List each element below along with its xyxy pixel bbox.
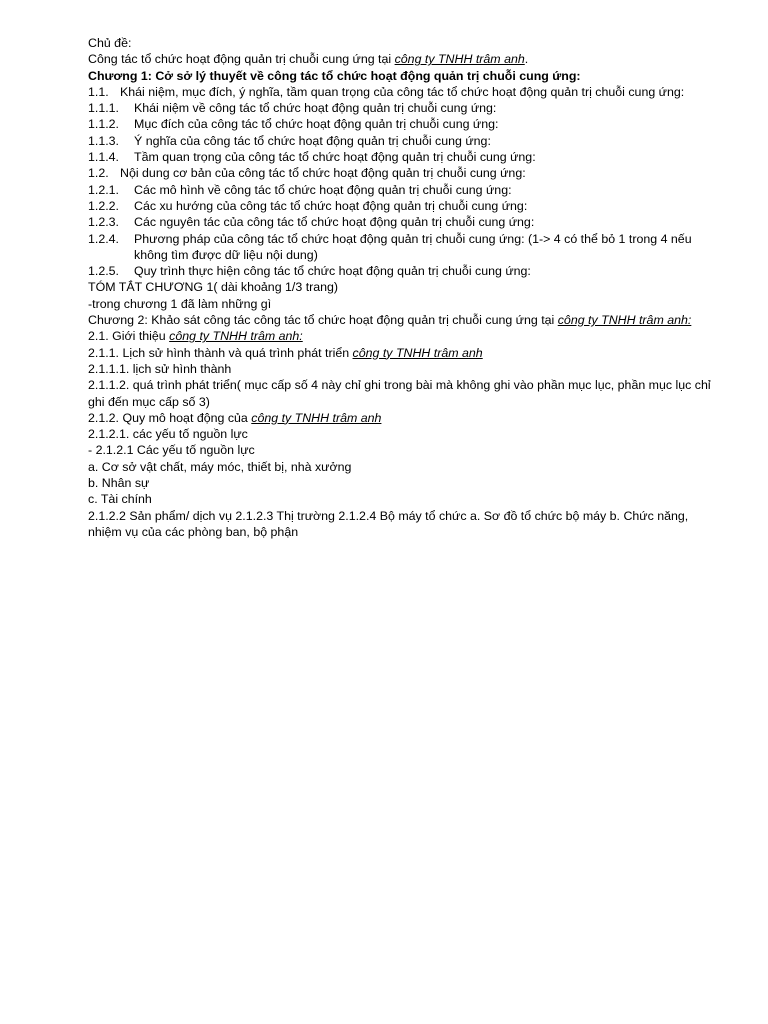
- section-2-1-2-1-dash: - 2.1.2.1 Các yếu tố nguồn lực: [88, 443, 255, 458]
- section-2-1: [88, 328, 716, 344]
- topic-label: Chủ đề:: [88, 36, 132, 50]
- section-number: 1.1.: [88, 84, 109, 99]
- section-text: Các nguyên tác của công tác tổ chức hoạt động quản trị chuỗi cung ứng:: [134, 215, 535, 230]
- section-number: 1.1.4.: [88, 150, 120, 165]
- section-text: Khái niệm về công tác tổ chức hoạt động quản trị chuỗi cung ứng:: [134, 101, 497, 116]
- section-2-1-2: [88, 410, 716, 426]
- section-text: Khái niệm, mục đích, ý nghĩa, tầm quan trọng của công tác tổ chức hoạt động quản trị chuỗi cung ứng:: [120, 84, 685, 99]
- section-1-1-1: [88, 100, 716, 116]
- section-text: 2.1.2. Quy mô hoạt động của: [88, 410, 252, 425]
- section-number: 1.2.5.: [88, 264, 120, 279]
- topic-text: Công tác tổ chức hoạt động quản trị chuỗi cung ứng tại: [88, 52, 395, 67]
- section-text: Mục đích của công tác tổ chức hoạt động quản trị chuỗi cung ứng:: [134, 117, 499, 132]
- section-number: 1.2.1.: [88, 182, 120, 197]
- section-number: 1.2.: [88, 166, 109, 181]
- section-1-2-4: [88, 231, 716, 264]
- summary-chapter1: TÓM TẮT CHƯƠNG 1( dài khoảng 1/3 trang): [88, 280, 339, 295]
- section-2-1-1-2: 2.1.1.2. quá trình phát triển( mục cấp số 4 này chỉ ghi trong bài mà không ghi vào phần mục lục, phần mục lục chỉ ghi đến mục cấp số 3): [88, 378, 711, 409]
- section-text: 2.1. Giới thiệu: [88, 329, 170, 344]
- item-b: b. Nhân sự: [88, 476, 150, 491]
- chapter1-title: Chương 1: Cở sở lý thuyết về công tác tổ chức hoạt động quản trị chuỗi cung ứng:: [88, 68, 581, 83]
- section-number: 1.1.2.: [88, 117, 120, 132]
- company-name: công ty TNHH trâm anh: [394, 52, 525, 67]
- company-name: công ty TNHH trâm anh: [251, 410, 382, 425]
- section-number: 1.2.3.: [88, 215, 120, 230]
- section-1-1-2: [88, 116, 716, 132]
- section-2-1-1: [88, 345, 716, 361]
- section-number: 1.1.1.: [88, 101, 120, 116]
- topic-end: .: [524, 52, 529, 67]
- company-name: công ty TNHH trâm anh:: [169, 329, 303, 344]
- section-text: Tầm quan trọng của công tác tổ chức hoạt động quản trị chuỗi cung ứng:: [134, 150, 536, 165]
- section-1-2-1: [88, 182, 716, 198]
- topic-line: [88, 51, 716, 67]
- section-2-1-2-1: 2.1.2.1. các yếu tố nguồn lực: [88, 427, 248, 442]
- summary-chapter1-note: -trong chương 1 đã làm những gì: [88, 296, 272, 311]
- section-2-1-1-1: 2.1.1.1. lịch sử hình thành: [88, 361, 232, 376]
- section-1-2-3: [88, 214, 716, 230]
- section-number: 1.2.4.: [88, 231, 120, 246]
- section-1-2: [88, 165, 716, 181]
- section-1-1-4: [88, 149, 716, 165]
- section-number: 1.1.3.: [88, 133, 120, 148]
- chapter2-title: [88, 312, 716, 328]
- item-a: a. Cơ sở vật chất, máy móc, thiết bị, nhà xưởng: [88, 459, 352, 474]
- company-name: công ty TNHH trâm anh: [352, 345, 483, 360]
- company-name: công ty TNHH trâm anh:: [557, 313, 692, 328]
- section-1-2-2: [88, 198, 716, 214]
- section-text: Ý nghĩa của công tác tổ chức hoạt động quản trị chuỗi cung ứng:: [134, 133, 491, 148]
- last-paragraph: 2.1.2.2 Sản phẩm/ dịch vụ 2.1.2.3 Thị trường 2.1.2.4 Bộ máy tổ chức a. Sơ đồ tổ chức bộ máy b. Chức năng, nhiệm vụ của các phòng ban, bộ phận: [88, 508, 689, 539]
- section-1-1: [88, 84, 716, 100]
- section-text: Nội dung cơ bản của công tác tổ chức hoạt động quản trị chuỗi cung ứng:: [120, 166, 526, 181]
- section-text: Quy trình thực hiện công tác tổ chức hoạt động quản trị chuỗi cung ứng:: [134, 264, 531, 279]
- section-text: Các mô hình về công tác tổ chức hoạt động quản trị chuỗi cung ứng:: [134, 182, 512, 197]
- section-number: 1.2.2.: [88, 198, 120, 213]
- chapter2-text: Chương 2: Khảo sát công tác công tác tổ chức hoạt động quản trị chuỗi cung ứng tại: [88, 313, 558, 328]
- section-text: Phương pháp của công tác tổ chức hoạt động quản trị chuỗi cung ứng: (1-> 4 có thể bỏ 1 trong 4 nếu không tìm được dữ liệu nội dung): [134, 231, 692, 262]
- section-text: 2.1.1. Lịch sử hình thành và quá trình phát triển: [88, 345, 353, 360]
- section-1-2-5: [88, 263, 716, 279]
- section-text: Các xu hướng của công tác tổ chức hoạt động quản trị chuỗi cung ứng:: [134, 198, 528, 213]
- section-1-1-3: [88, 133, 716, 149]
- item-c: c. Tài chính: [88, 492, 152, 507]
